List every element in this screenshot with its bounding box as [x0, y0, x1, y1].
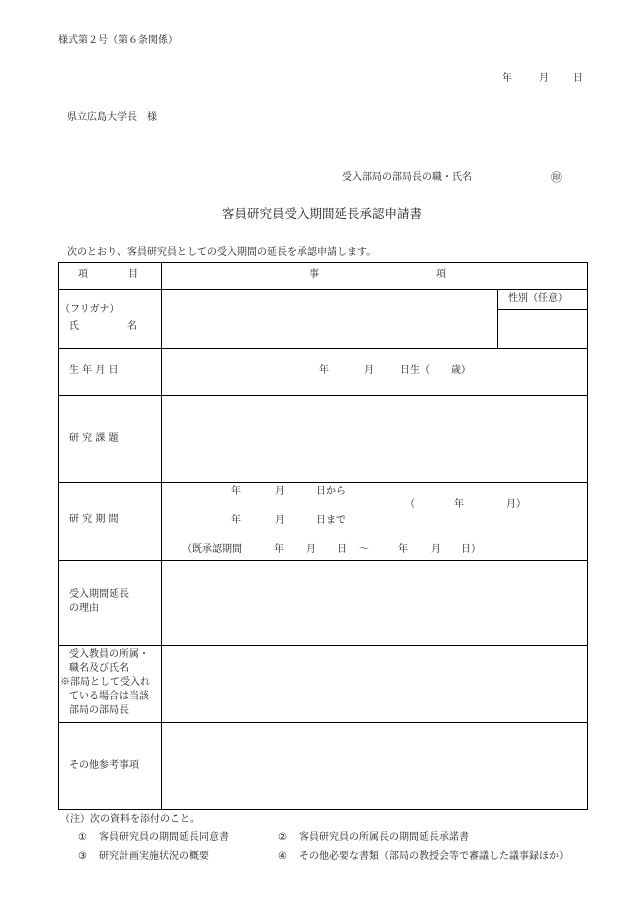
date-year: 年 [502, 73, 512, 84]
applicant-line [0, 172, 630, 186]
reason-label-line: の理由 [69, 603, 99, 614]
birth-year: 年 [319, 365, 329, 376]
applicant-label: 受入部局の部局長の職・氏名 [342, 172, 472, 183]
table-row-line [58, 348, 588, 349]
duration-year: 年 [454, 499, 464, 510]
date-day: 日 [573, 73, 583, 84]
reason-label-line: 受入期間延長 [69, 589, 129, 600]
table-row-line [58, 395, 588, 396]
research-topic-label: 研 究 課 題 [69, 433, 119, 444]
to-month: 月 [275, 515, 285, 526]
to-day: 日まで [316, 515, 346, 526]
date-month: 月 [539, 73, 549, 84]
birth-age: 歳） [451, 365, 471, 376]
extension-reason-label [69, 590, 159, 616]
period-duration [0, 500, 630, 512]
table-column-divider [161, 262, 162, 810]
faculty-label-line: 受入教員の所属・ [69, 649, 149, 660]
faculty-label-line: ている場合は当該 [69, 691, 149, 702]
attachment-num: ③ [78, 851, 87, 862]
table-border-right [587, 262, 588, 810]
period-to [0, 516, 630, 528]
table-row-line [58, 722, 588, 723]
birthdate-fields [0, 366, 630, 378]
attachment-item: 研究計画実施状況の概要 [99, 851, 209, 862]
duration-month: 月） [506, 499, 526, 510]
attachment-num: ② [278, 832, 287, 843]
table-border-top [58, 262, 588, 263]
birth-day: 日生（ [400, 365, 430, 376]
form-number: 様式第２号（第６条関係） [58, 35, 178, 46]
birthdate-label: 生 年 月 日 [69, 365, 119, 376]
prior-day-1: 日 [337, 544, 347, 555]
gender-cell-line [497, 309, 588, 310]
table-row-line [58, 645, 588, 646]
prior-year-1: 年 [274, 544, 284, 555]
gender-label: 性別（任意） [508, 293, 568, 304]
prior-tilde: ～ [359, 544, 369, 555]
table-row-line [58, 289, 588, 290]
period-from [0, 487, 630, 499]
header-matter-char: 項 [436, 269, 446, 280]
header-matter-char: 事 [309, 269, 319, 280]
faculty-label-line: ※部局として受入れ [60, 677, 150, 688]
attachment-num: ④ [278, 851, 287, 862]
attachment-list-row [0, 852, 630, 864]
table-border-left [58, 262, 59, 810]
attachment-item: その他必要な書類（部局の教授会等で審議した議事録ほか） [299, 851, 569, 862]
gender-cell-divider [497, 289, 498, 349]
date-line [0, 74, 630, 86]
document-title: 客員研究員受入期間延長承認申請書 [222, 206, 423, 221]
faculty-label-line: 部局の部局長 [69, 705, 129, 716]
attachment-item: 客員研究員の期間延長同意書 [99, 832, 229, 843]
name-label [0, 322, 630, 334]
seal-mark: ㊞ [551, 171, 562, 184]
table-row-line [58, 482, 588, 483]
other-notes-label: その他参考事項 [69, 760, 139, 771]
prior-day-2: 日） [461, 544, 481, 555]
from-year: 年 [231, 486, 241, 497]
table-header [0, 270, 630, 282]
prior-label: （既承認期間 [182, 544, 242, 555]
to-year: 年 [231, 515, 241, 526]
host-faculty-label [60, 650, 160, 720]
birth-month: 月 [364, 365, 374, 376]
from-month: 月 [275, 486, 285, 497]
header-item-char: 項 [78, 269, 88, 280]
table-row-line [58, 560, 588, 561]
prior-approved-period [0, 545, 630, 557]
name-label-char: 名 [127, 321, 137, 332]
attachment-list-row [0, 833, 630, 845]
duration-open: （ [405, 499, 415, 510]
header-item-char: 目 [128, 269, 138, 280]
furigana-label: （フリガナ） [60, 304, 120, 315]
research-period-label: 研 究 期 間 [69, 514, 119, 525]
addressee: 県立広島大学長 様 [67, 112, 157, 123]
notes-heading: （注）次の資料を添付のこと。 [60, 814, 200, 825]
table-border-bottom [58, 809, 588, 810]
intro-text: 次のとおり、客員研究員としての受入期間の延長を承認申請します。 [67, 247, 377, 258]
prior-month-1: 月 [306, 544, 316, 555]
prior-month-2: 月 [431, 544, 441, 555]
attachment-num: ① [78, 832, 87, 843]
from-day: 日から [316, 486, 346, 497]
name-label-char: 氏 [69, 321, 79, 332]
attachment-item: 客員研究員の所属長の期間延長承諾書 [299, 832, 469, 843]
prior-year-2: 年 [398, 544, 408, 555]
faculty-label-line: 職名及び氏名 [69, 663, 129, 674]
